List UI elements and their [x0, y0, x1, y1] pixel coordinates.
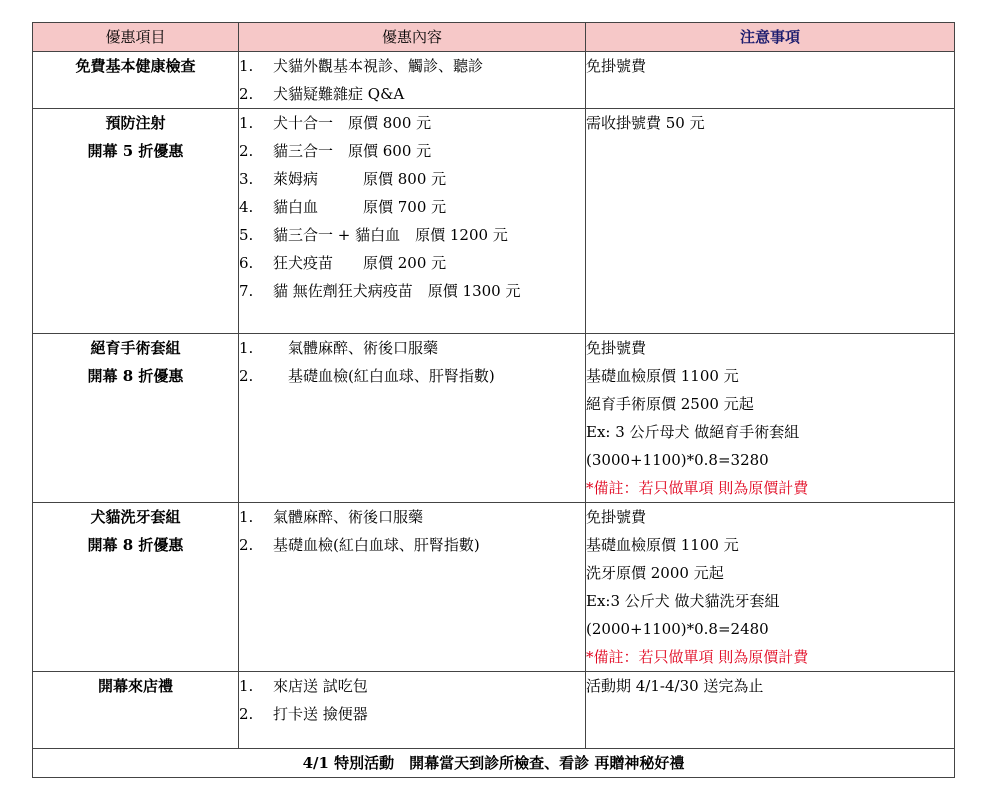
table-row: [33, 52, 955, 109]
table-body: [33, 52, 955, 778]
list-item-number: 1.: [239, 508, 254, 526]
list-item-number: 3.: [239, 170, 254, 188]
note-line: 絕育手術原價 2500 元起: [586, 395, 754, 413]
list-item-text: 氣體麻醉、術後口服藥: [273, 508, 424, 526]
list-item: [239, 362, 585, 390]
list-item-text: 貓三合一 + 貓白血 原價 1200 元: [273, 226, 508, 244]
list-item-number: 1.: [239, 57, 254, 75]
list-item-text: 氣體麻醉、術後口服藥: [273, 339, 439, 357]
list-item-number: 1.: [239, 114, 254, 132]
remark-note: *備註：若只做單項 則為原價計費: [586, 648, 809, 666]
list-item-number: 7.: [239, 282, 254, 300]
offer-notes-cell: [586, 334, 955, 503]
list-item-text: 基礎血檢(紅白血球、肝腎指數): [273, 536, 480, 554]
special-event-banner: 4/1 特別活動 開幕當天到診所檢查、看診 再贈神秘好禮: [33, 749, 955, 778]
offer-notes-cell: [586, 109, 955, 334]
list-item-number: 4.: [239, 198, 254, 216]
offer-table: [32, 22, 955, 778]
offer-item-cell: [33, 672, 239, 749]
list-item: [239, 277, 585, 305]
list-item: [239, 503, 585, 531]
list-item: [239, 137, 585, 165]
header-row: [33, 23, 955, 52]
note-line: 免掛號費: [586, 339, 647, 357]
list-item-text: 狂犬疫苗 原價 200 元: [273, 254, 447, 272]
list-item: [239, 334, 585, 362]
footer-row: [33, 749, 955, 778]
list-item: [239, 700, 585, 728]
offer-item-label: 開幕 5 折優惠: [87, 142, 184, 160]
note-line: 活動期 4/1-4/30 送完為止: [586, 677, 764, 695]
list-item: [239, 109, 585, 137]
list-item-text: 犬貓外觀基本視診、觸診、聽診: [273, 57, 484, 75]
offer-item-label: 開幕來店禮: [97, 677, 173, 695]
offer-content-list: [239, 52, 585, 108]
note-line: 免掛號費: [586, 508, 647, 526]
list-item-number: 2.: [239, 536, 254, 554]
offer-content-cell: [239, 672, 586, 749]
list-item: [239, 52, 585, 80]
note-line: (3000+1100)*0.8=3280: [586, 451, 769, 469]
list-item-text: 貓 無佐劑狂犬病疫苗 原價 1300 元: [273, 282, 521, 300]
list-item-text: 犬十合一 原價 800 元: [273, 114, 432, 132]
offer-item-label: 絕育手術套組: [90, 339, 181, 357]
list-item-text: 來店送 試吃包: [273, 677, 368, 695]
offer-item-cell: [33, 503, 239, 672]
list-item: [239, 165, 585, 193]
list-item-number: 5.: [239, 226, 254, 244]
note-line: Ex:3 公斤犬 做犬貓洗牙套組: [586, 592, 780, 610]
offer-notes-cell: [586, 52, 955, 109]
list-item-text: 基礎血檢(紅白血球、肝腎指數): [273, 367, 495, 385]
list-item-number: 1.: [239, 339, 254, 357]
note-line: Ex: 3 公斤母犬 做絕育手術套組: [586, 423, 800, 441]
list-item-number: 2.: [239, 85, 254, 103]
offer-item-label: 開幕 8 折優惠: [87, 536, 184, 554]
remark-note: *備註：若只做單項 則為原價計費: [586, 479, 809, 497]
offer-content-cell: [239, 334, 586, 503]
offer-item-cell: [33, 109, 239, 334]
list-item-number: 1.: [239, 677, 254, 695]
note-line: 洗牙原價 2000 元起: [586, 564, 724, 582]
offer-content-list: [239, 672, 585, 728]
header-item: 優惠項目: [33, 23, 239, 52]
list-item-text: 犬貓疑難雜症 Q&A: [273, 85, 405, 103]
note-line: 基礎血檢原價 1100 元: [586, 536, 739, 554]
list-item-number: 2.: [239, 142, 254, 160]
offer-content-list: [239, 109, 585, 305]
list-item: [239, 531, 585, 559]
offer-content-list: [239, 503, 585, 559]
note-line: 免掛號費: [586, 57, 647, 75]
note-line: (2000+1100)*0.8=2480: [586, 620, 769, 638]
list-item: [239, 193, 585, 221]
list-item-text: 貓白血 原價 700 元: [273, 198, 447, 216]
list-item-number: 6.: [239, 254, 254, 272]
offer-content-cell: [239, 52, 586, 109]
offer-item-label: 犬貓洗牙套組: [90, 508, 181, 526]
list-item-number: 2.: [239, 367, 254, 385]
note-line: 需收掛號費 50 元: [586, 114, 705, 132]
list-item: [239, 249, 585, 277]
list-item-number: 2.: [239, 705, 254, 723]
offer-item-cell: [33, 334, 239, 503]
list-item-text: 打卡送 撿便器: [273, 705, 368, 723]
offer-content-list: [239, 334, 585, 390]
header-notes: 注意事項: [586, 23, 955, 52]
offer-item-label: 免費基本健康檢查: [75, 57, 196, 75]
table-row: [33, 672, 955, 749]
offer-item-cell: [33, 52, 239, 109]
note-line: 基礎血檢原價 1100 元: [586, 367, 739, 385]
offer-notes-cell: [586, 503, 955, 672]
list-item: [239, 221, 585, 249]
list-item: [239, 672, 585, 700]
offer-item-label: 預防注射: [105, 114, 166, 132]
table-row: [33, 334, 955, 503]
header-content: 優惠內容: [239, 23, 586, 52]
list-item-text: 萊姆病 原價 800 元: [273, 170, 447, 188]
list-item-text: 貓三合一 原價 600 元: [273, 142, 432, 160]
table-row: [33, 503, 955, 672]
list-item: [239, 80, 585, 108]
table-row: [33, 109, 955, 334]
offer-content-cell: [239, 503, 586, 672]
offer-notes-cell: [586, 672, 955, 749]
offer-item-label: 開幕 8 折優惠: [87, 367, 184, 385]
offer-content-cell: [239, 109, 586, 334]
